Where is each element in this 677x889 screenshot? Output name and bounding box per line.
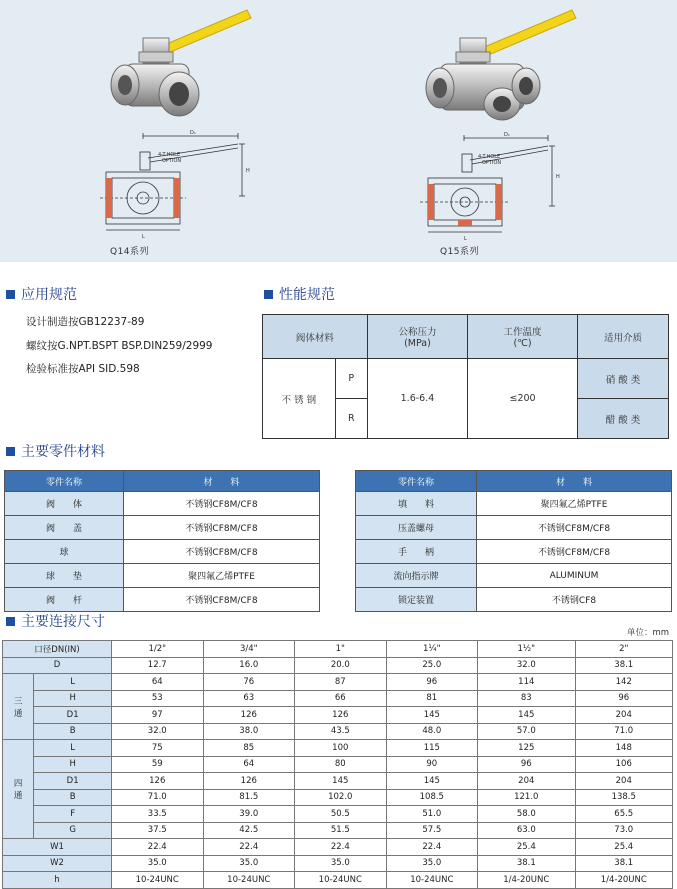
row-label: H [34, 690, 112, 707]
table-row [3, 839, 673, 856]
d1-label: D₁ [190, 130, 196, 136]
standard-line-1: 设计制造按GB12237-89 [26, 316, 145, 328]
cell: 96 [386, 674, 478, 691]
table-row [3, 707, 673, 724]
q14-valve-photo [95, 8, 255, 130]
cell: 126 [203, 707, 295, 724]
cell: 114 [478, 674, 575, 691]
cell: 145 [295, 773, 387, 790]
cell: 80 [295, 756, 387, 773]
cell: 204 [478, 773, 575, 790]
cell: 87 [295, 674, 387, 691]
code-p: P [335, 359, 367, 399]
h-label: H [246, 168, 250, 174]
cell: 81.5 [203, 789, 295, 806]
part-name: 锁定装置 [356, 588, 477, 612]
cell: 37.5 [112, 822, 204, 839]
cell: 126 [112, 773, 204, 790]
q14-technical-drawing [98, 130, 258, 240]
table-row [3, 657, 673, 674]
option-label: OPTION [482, 160, 502, 166]
cell: 35.0 [295, 855, 387, 872]
part-material: 不锈钢CF8M/CF8 [124, 492, 320, 516]
q14-caption: Q14系列 [110, 247, 150, 257]
table-row [3, 773, 673, 790]
table-row [3, 872, 673, 889]
part-material: 聚四氟乙烯PTFE [477, 492, 672, 516]
cell: 35.0 [203, 855, 295, 872]
dimensions-section-title: 主要连接尺寸 [6, 611, 105, 631]
l-label: L [464, 236, 467, 242]
cell: 58.0 [478, 806, 575, 823]
group-label: 四 通 [3, 740, 34, 839]
h-label: H [556, 174, 560, 180]
standard-line-3: 检验标准按API SID.598 [26, 363, 140, 375]
row-label: D1 [34, 773, 112, 790]
table-row [3, 855, 673, 872]
cell: 25.0 [386, 657, 478, 674]
size-header: 2" [575, 641, 673, 658]
part-name: 填 料 [356, 492, 477, 516]
table-row [3, 723, 673, 740]
cell: 71.0 [575, 723, 673, 740]
pressure-cell: 1.6-6.4 [367, 359, 467, 439]
row-label: h [3, 872, 112, 889]
cell: 10-24UNC [112, 872, 204, 889]
part-material: 不锈钢CF8M/CF8 [477, 516, 672, 540]
cell: 59 [112, 756, 204, 773]
part-name: 压盖螺母 [356, 516, 477, 540]
row-label: D [3, 657, 112, 674]
cell: 66 [295, 690, 387, 707]
cell: 145 [386, 773, 478, 790]
header-temp: 工作温度 (℃) [468, 315, 578, 359]
part-name: 阀 盖 [5, 516, 124, 540]
temp-cell: ≤200 [468, 359, 578, 439]
cell: 75 [112, 740, 204, 757]
group-label: 三 通 [3, 674, 34, 740]
cell: 145 [386, 707, 478, 724]
part-name: 球 [5, 540, 124, 564]
cell: 35.0 [112, 855, 204, 872]
cell: 83 [478, 690, 575, 707]
section-bullet-icon [6, 617, 15, 626]
cell: 32.0 [478, 657, 575, 674]
cell: 121.0 [478, 789, 575, 806]
cell: 81 [386, 690, 478, 707]
cell: 106 [575, 756, 673, 773]
cell: 22.4 [295, 839, 387, 856]
row-label: B [34, 723, 112, 740]
cell: 1/4-20UNC [575, 872, 673, 889]
d1-label: D₁ [504, 132, 510, 138]
parts-table-left [4, 470, 320, 612]
cell: 1/4-20UNC [478, 872, 575, 889]
cell: 148 [575, 740, 673, 757]
part-name: 阀 杆 [5, 588, 124, 612]
cell: 38.1 [575, 855, 673, 872]
row-label: F [34, 806, 112, 823]
performance-table [262, 314, 669, 439]
cell: 97 [112, 707, 204, 724]
thread-label: 4-T.HOLE [478, 154, 501, 160]
cell: 22.4 [203, 839, 295, 856]
cell: 145 [478, 707, 575, 724]
cell: 64 [112, 674, 204, 691]
row-label: D1 [34, 707, 112, 724]
cell: 51.0 [386, 806, 478, 823]
l-label: L [142, 234, 145, 240]
product-image-band [0, 0, 677, 262]
standard-line-2: 螺纹按G.NPT.BSPT BSP.DIN259/2999 [26, 340, 213, 352]
cell: 64 [203, 756, 295, 773]
dn-label: 口径DN(IN) [3, 641, 112, 658]
size-header: 1/2" [112, 641, 204, 658]
cell: 63 [203, 690, 295, 707]
table-row [3, 756, 673, 773]
header-material: 阀体材料 [263, 315, 368, 359]
cell: 63.0 [478, 822, 575, 839]
part-material: 聚四氟乙烯PTFE [124, 564, 320, 588]
part-name: 阀 体 [5, 492, 124, 516]
unit-label: 单位：mm [626, 628, 669, 638]
cell: 48.0 [386, 723, 478, 740]
performance-section-title: 性能规范 [264, 284, 335, 304]
part-name: 流向指示牌 [356, 564, 477, 588]
cell: 10-24UNC [295, 872, 387, 889]
cell: 38.0 [203, 723, 295, 740]
cell: 115 [386, 740, 478, 757]
cell: 22.4 [112, 839, 204, 856]
q15-valve-photo [420, 8, 580, 130]
size-header: 1¼" [386, 641, 478, 658]
cell: 50.5 [295, 806, 387, 823]
part-name: 手 柄 [356, 540, 477, 564]
row-label: W1 [3, 839, 112, 856]
cell: 126 [203, 773, 295, 790]
cell: 51.5 [295, 822, 387, 839]
cell: 39.0 [203, 806, 295, 823]
size-header: 1½" [478, 641, 575, 658]
cell: 125 [478, 740, 575, 757]
cell: 204 [575, 707, 673, 724]
cell: 85 [203, 740, 295, 757]
material-cell: 不 锈 钢 [263, 359, 336, 439]
cell: 35.0 [386, 855, 478, 872]
medium-acetic: 醋 酸 类 [577, 399, 668, 439]
cell: 25.4 [575, 839, 673, 856]
cell: 126 [295, 707, 387, 724]
table-row [3, 822, 673, 839]
parts-table-right [355, 470, 672, 612]
cell: 71.0 [112, 789, 204, 806]
cell: 96 [575, 690, 673, 707]
cell: 25.4 [478, 839, 575, 856]
row-label: L [34, 740, 112, 757]
header-pressure: 公称压力 (MPa) [367, 315, 467, 359]
cell: 16.0 [203, 657, 295, 674]
cell: 53 [112, 690, 204, 707]
section-bullet-icon [6, 290, 15, 299]
part-material: ALUMINUM [477, 564, 672, 588]
cell: 204 [575, 773, 673, 790]
cell: 76 [203, 674, 295, 691]
table-row [3, 789, 673, 806]
dimensions-table [2, 640, 673, 889]
cell: 142 [575, 674, 673, 691]
section-bullet-icon [6, 447, 15, 456]
cell: 38.1 [575, 657, 673, 674]
cell: 100 [295, 740, 387, 757]
table-row [3, 806, 673, 823]
header-medium: 适用介质 [577, 315, 668, 359]
cell: 57.0 [478, 723, 575, 740]
cell: 10-24UNC [203, 872, 295, 889]
part-material: 不锈钢CF8M/CF8 [124, 516, 320, 540]
thread-label: 4-T.HOLE [158, 152, 181, 158]
cell: 73.0 [575, 822, 673, 839]
cell: 65.5 [575, 806, 673, 823]
parts-header-material: 材 料 [477, 471, 672, 492]
cell: 12.7 [112, 657, 204, 674]
row-label: G [34, 822, 112, 839]
application-section-title: 应用规范 [6, 284, 77, 304]
option-label: OPTION [162, 158, 182, 164]
cell: 10-24UNC [386, 872, 478, 889]
part-material: 不锈钢CF8M/CF8 [124, 588, 320, 612]
cell: 38.1 [478, 855, 575, 872]
size-header: 3/4" [203, 641, 295, 658]
cell: 42.5 [203, 822, 295, 839]
row-label: H [34, 756, 112, 773]
cell: 32.0 [112, 723, 204, 740]
section-bullet-icon [264, 290, 273, 299]
table-row [3, 690, 673, 707]
parts-header-material: 材 料 [124, 471, 320, 492]
cell: 33.5 [112, 806, 204, 823]
cell: 43.5 [295, 723, 387, 740]
table-row [3, 674, 673, 691]
parts-header-name: 零件名称 [356, 471, 477, 492]
cell: 96 [478, 756, 575, 773]
cell: 22.4 [386, 839, 478, 856]
medium-nitric: 硝 酸 类 [577, 359, 668, 399]
cell: 138.5 [575, 789, 673, 806]
cell: 90 [386, 756, 478, 773]
part-material: 不锈钢CF8M/CF8 [124, 540, 320, 564]
size-header: 1" [295, 641, 387, 658]
cell: 20.0 [295, 657, 387, 674]
cell: 57.5 [386, 822, 478, 839]
part-name: 球 垫 [5, 564, 124, 588]
part-material: 不锈钢CF8M/CF8 [477, 540, 672, 564]
cell: 108.5 [386, 789, 478, 806]
parts-header-name: 零件名称 [5, 471, 124, 492]
row-label: L [34, 674, 112, 691]
row-label: W2 [3, 855, 112, 872]
cell: 102.0 [295, 789, 387, 806]
part-material: 不锈钢CF8 [477, 588, 672, 612]
q15-technical-drawing [418, 132, 578, 242]
code-r: R [335, 399, 367, 439]
table-row [3, 740, 673, 757]
parts-section-title: 主要零件材料 [6, 441, 105, 461]
row-label: B [34, 789, 112, 806]
q15-caption: Q15系列 [440, 247, 480, 257]
